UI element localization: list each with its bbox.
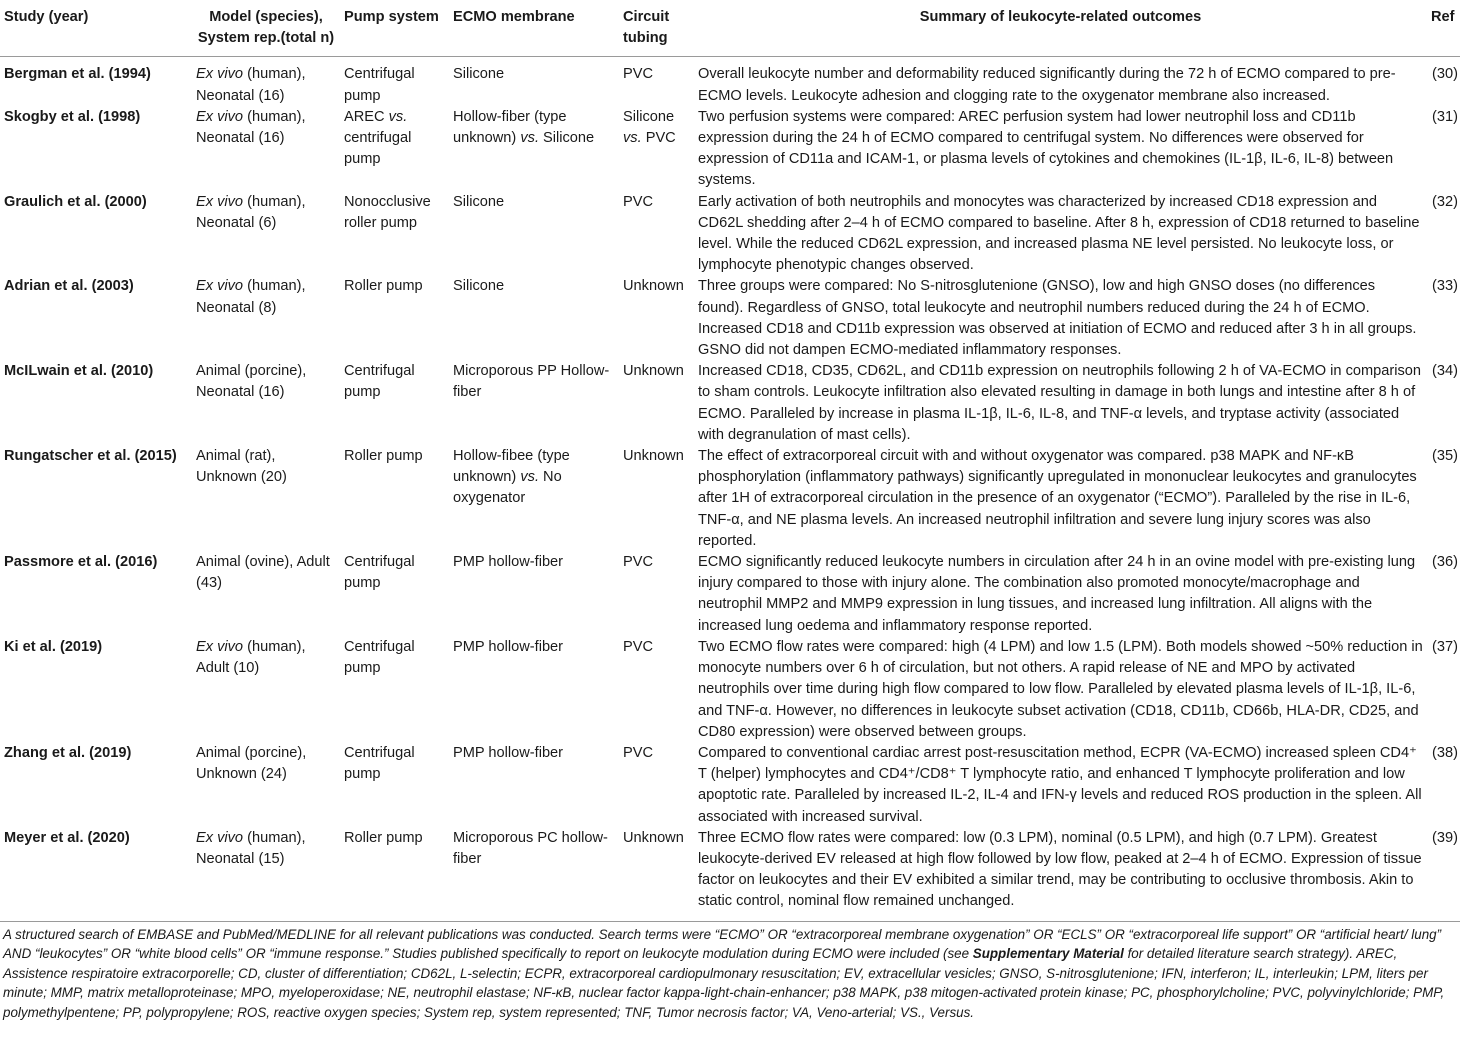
model-cell: Ex vivo (human), Neonatal (6): [196, 193, 306, 231]
ref-cell: (38): [1432, 744, 1458, 761]
header-study: Study (year): [0, 1, 192, 57]
footnote-abbreviations: AREC, Assistence respiratoire extracorporelle; CD, cluster of differentiation; CD62L, L-selectin; ECPR, extracorporeal cardiopulmonary resuscitation; EV, extracellular vesicles; GNSO, S-nitrosglutenione; IFN, interferon; IL, interleukin; LPM, liters per minute; MMP, matrix metalloproteinase; MPO, myeloperoxidase; NE, neutrophil elastase; NF-κB, nuclear factor kappa-light-chain-enhancer; p38 MAPK, p38 mitogen-activated protein kinase; PC, phosphorylcholine; PVC, polyvinylchloride; PMP, polymethylpentene; PP, polypropylene; ROS, reactive oxygen species; System rep, system represented; TNF, Tumor necrosis factor; VA, Veno-arterial; VS., Versus.: [3, 946, 1445, 1020]
pump-cell: Centrifugal pump: [344, 554, 415, 592]
table-row: [0, 361, 1460, 446]
ref-cell: (35): [1432, 448, 1458, 465]
model-cell: Animal (ovine), Adult (43): [196, 554, 330, 592]
table-footnote: [0, 922, 1460, 1023]
ref-cell: (36): [1432, 554, 1458, 571]
table-row: [0, 446, 1460, 552]
summary-cell: Overall leukocyte number and deformability reduced significantly during the 72 h of ECMO compared to pre-ECMO levels. Leukocyte adhesion and clogging rate to the oxygenator membrane also increased.: [698, 66, 1396, 104]
study-cell: Skogby et al. (1998): [4, 108, 141, 125]
tubing-cell: PVC: [623, 744, 654, 761]
summary-cell: Increased CD18, CD35, CD62L, and CD11b expression on neutrophils following 2 h of VA-ECMO in comparison to sham controls. Leukocyte infiltration also elevated resulting in damage in both lungs and intestine after 8 h of ECMO. Paralleled by increase in plasma IL-1β, IL-6, IL-8, and TNF-α levels, and tryptase activity (associated with degranulation of mast cells).: [698, 363, 1422, 443]
summary-cell: ECMO significantly reduced leukocyte numbers in circulation after 24 h in an ovine model with pre-existing lung injury compared to those with injury alone. The combination also promoted monocyte/macrophage and neutrophil MMP2 and MMP9 expression in lung tissues, and increased lung infiltration. All aligns with the increased lung oedema and inflammatory response reported.: [698, 554, 1416, 634]
summary-cell: Two perfusion systems were compared: AREC perfusion system had lower neutrophil loss and CD11b expression during the 24 h of ECMO compared to centrifugal system. No differences were observed for expression of CD11a and ICAM-1, or plasma levels of cytokines and chemokines (IL-1β, IL-6, IL-8) between systems.: [698, 108, 1394, 189]
tubing-cell: PVC: [623, 66, 654, 83]
table-row: [0, 552, 1460, 637]
table-row: [0, 57, 1460, 107]
pump-cell: Roller pump: [340, 828, 449, 921]
supplementary-material-ref: Supplementary Material: [972, 946, 1124, 962]
membrane-cell: Silicone: [453, 66, 505, 83]
membrane-cell: PMP hollow-fiber: [453, 638, 564, 655]
pump-cell: Roller pump: [344, 278, 423, 295]
membrane-cell: PMP hollow-fiber: [453, 744, 564, 761]
table-row: [0, 107, 1460, 192]
tubing-cell: Silicone vs. PVC: [623, 108, 676, 147]
pump-cell: Centrifugal pump: [344, 66, 415, 104]
membrane-cell: Microporous PC hollow-fiber: [449, 828, 619, 921]
pump-cell: Centrifugal pump: [344, 363, 415, 401]
study-cell: Zhang et al. (2019): [4, 744, 132, 761]
study-cell: Meyer et al. (2020): [0, 828, 192, 921]
membrane-cell: PMP hollow-fiber: [453, 554, 564, 571]
header-ref: Ref: [1427, 1, 1460, 57]
pump-cell: Centrifugal pump: [344, 744, 415, 783]
tubing-cell: PVC: [623, 638, 654, 655]
table-row: [0, 828, 1460, 921]
pump-cell: Roller pump: [344, 448, 423, 465]
header-tubing: Circuit tubing: [619, 1, 694, 57]
model-cell: Animal (rat), Unknown (20): [196, 448, 287, 486]
tubing-cell: Unknown: [623, 363, 684, 380]
header-pump: Pump system: [340, 1, 449, 57]
pump-cell: AREC vs. centrifugal pump: [344, 108, 412, 168]
tubing-cell: Unknown: [619, 828, 694, 921]
model-cell: Ex vivo (human), Neonatal (8): [196, 278, 306, 316]
study-cell: Adrian et al. (2003): [4, 278, 134, 295]
ref-cell: (39): [1427, 828, 1460, 921]
header-model: Model (species), System rep.(total n): [192, 1, 340, 57]
table-row: [0, 192, 1460, 277]
membrane-cell: Hollow-fiber (type unknown) vs. Silicone: [453, 108, 595, 147]
table-header: [0, 1, 1460, 57]
model-cell: Ex vivo (human), Adult (10): [196, 638, 306, 677]
summary-cell: Early activation of both neutrophils and monocytes was characterized by increased CD18 expression and CD62L shedding after 2–4 h of ECMO compared to baseline. After 8 h, expression of CD18 returned to baseline level. While the reduced CD62L expression, and increased plasma NE level persisted. No leukocyte loss, or lymphocyte phenotypic changes observed.: [698, 193, 1420, 274]
header-membrane: ECMO membrane: [449, 1, 619, 57]
ref-cell: (34): [1432, 363, 1458, 380]
membrane-cell: Hollow-fibee (type unknown) vs. No oxygenator: [453, 448, 570, 507]
study-cell: McILwain et al. (2010): [4, 363, 154, 380]
membrane-cell: Silicone: [453, 278, 505, 295]
ref-cell: (31): [1432, 108, 1458, 125]
pump-cell: Nonocclusive roller pump: [344, 193, 431, 231]
model-cell: Ex vivo (human), Neonatal (15): [192, 828, 340, 921]
ref-cell: (32): [1432, 193, 1458, 210]
summary-cell: Compared to conventional cardiac arrest post-resuscitation method, ECPR (VA-ECMO) increased spleen CD4⁺ T (helper) lymphocytes and CD4⁺/CD8⁺ T lymphocyte ratio, and enhanced T lymphocyte proliferation and low apoptotic rate. Paralleled by increased IL-2, IL-4 and IFN-γ levels and reduced ROS production in the spleen. All associated with increased survival.: [698, 744, 1422, 825]
table-body: [0, 57, 1460, 921]
study-cell: Ki et al. (2019): [4, 638, 103, 655]
table-row: [0, 743, 1460, 828]
tubing-cell: PVC: [623, 554, 654, 571]
membrane-cell: Microporous PP Hollow-fiber: [453, 363, 610, 401]
study-cell: Graulich et al. (2000): [4, 193, 147, 210]
model-cell: Ex vivo (human), Neonatal (16): [196, 108, 306, 147]
table-row: [0, 276, 1460, 361]
summary-cell: The effect of extracorporeal circuit with and without oxygenator was compared. p38 MAPK and NF-κB phosphorylation (inflammatory pathways) significantly upregulated in mononuclear leukocytes and granulocytes after 1H of extracorporeal circulation in the presence of an oxygenator (“ECMO”). Paralleled by the rise in IL-6, TNF-α, and NE plasma levels. An increased neutrophil infiltration and severe lung injury scores was also reported.: [698, 448, 1417, 549]
ref-cell: (33): [1432, 278, 1458, 295]
model-cell: Ex vivo (human), Neonatal (16): [196, 66, 306, 104]
pump-cell: Centrifugal pump: [344, 638, 415, 677]
tubing-cell: Unknown: [623, 278, 684, 295]
study-cell: Bergman et al. (1994): [4, 66, 151, 83]
ref-cell: (37): [1432, 638, 1458, 655]
ref-cell: (30): [1432, 66, 1458, 83]
summary-cell: Two ECMO flow rates were compared: high (4 LPM) and low 1.5 (LPM). Both models showed ~50% reduction in monocyte numbers over 6 h of circulation, but not others. A rapid release of NE and MPO by activated neutrophils over time during high flow compared to low flow. Paralleled by elevated plasma levels of IL-1β, IL-6, and TNF-α. However, no differences in leukocyte subset activation (CD18, CD11b, CD66b, HLA-DR, CD25, and CD80 expression) were observed between groups.: [698, 638, 1423, 740]
tubing-cell: PVC: [623, 193, 654, 210]
study-cell: Passmore et al. (2016): [4, 554, 158, 571]
study-cell: Rungatscher et al. (2015): [4, 448, 177, 465]
summary-cell: Three groups were compared: No S-nitrosglutenione (GNSO), low and high GNSO doses (no differences found). Regardless of GNSO, total leukocyte and neutrophil numbers reduced during the 24 h of ECMO. Increased CD18 and CD11b expression was observed at initiation of ECMO and reduced after 3 h in all groups. GSNO did not dampen ECMO-mediated inflammatory responses.: [698, 278, 1417, 359]
model-cell: Animal (porcine), Unknown (24): [196, 744, 307, 783]
membrane-cell: Silicone: [453, 193, 505, 210]
summary-cell: Three ECMO flow rates were compared: low (0.3 LPM), nominal (0.5 LPM), and high (0.7 LPM). Greatest leukocyte-derived EV released at high flow followed by low flow, peaked at 2–4 h of ECMO. Expression of tissue factor on leukocytes and their EV exhibited a similar trend, may be contributing to occlusive thrombosis. Akin to static control, nominal flow remained unchanged.: [694, 828, 1427, 921]
footnote-search: A structured search of EMBASE and PubMed/MEDLINE for all relevant publications was conducted. Search terms were “ECMO” OR “extracorporeal membrane oxygenation” OR “ECLS” OR “extracorporeal life support” OR “artificial heart/ lung” AND “leukocytes” OR “white blood cells” OR “immune response.” Studies published specifically to report on leukocyte modulation during ECMO were included (see Supplementary Material for detailed literature search strategy).: [3, 926, 1442, 962]
model-cell: Animal (porcine), Neonatal (16): [196, 363, 307, 401]
table-row: [0, 637, 1460, 743]
tubing-cell: Unknown: [623, 448, 684, 465]
header-summary: Summary of leukocyte-related outcomes: [694, 1, 1427, 57]
